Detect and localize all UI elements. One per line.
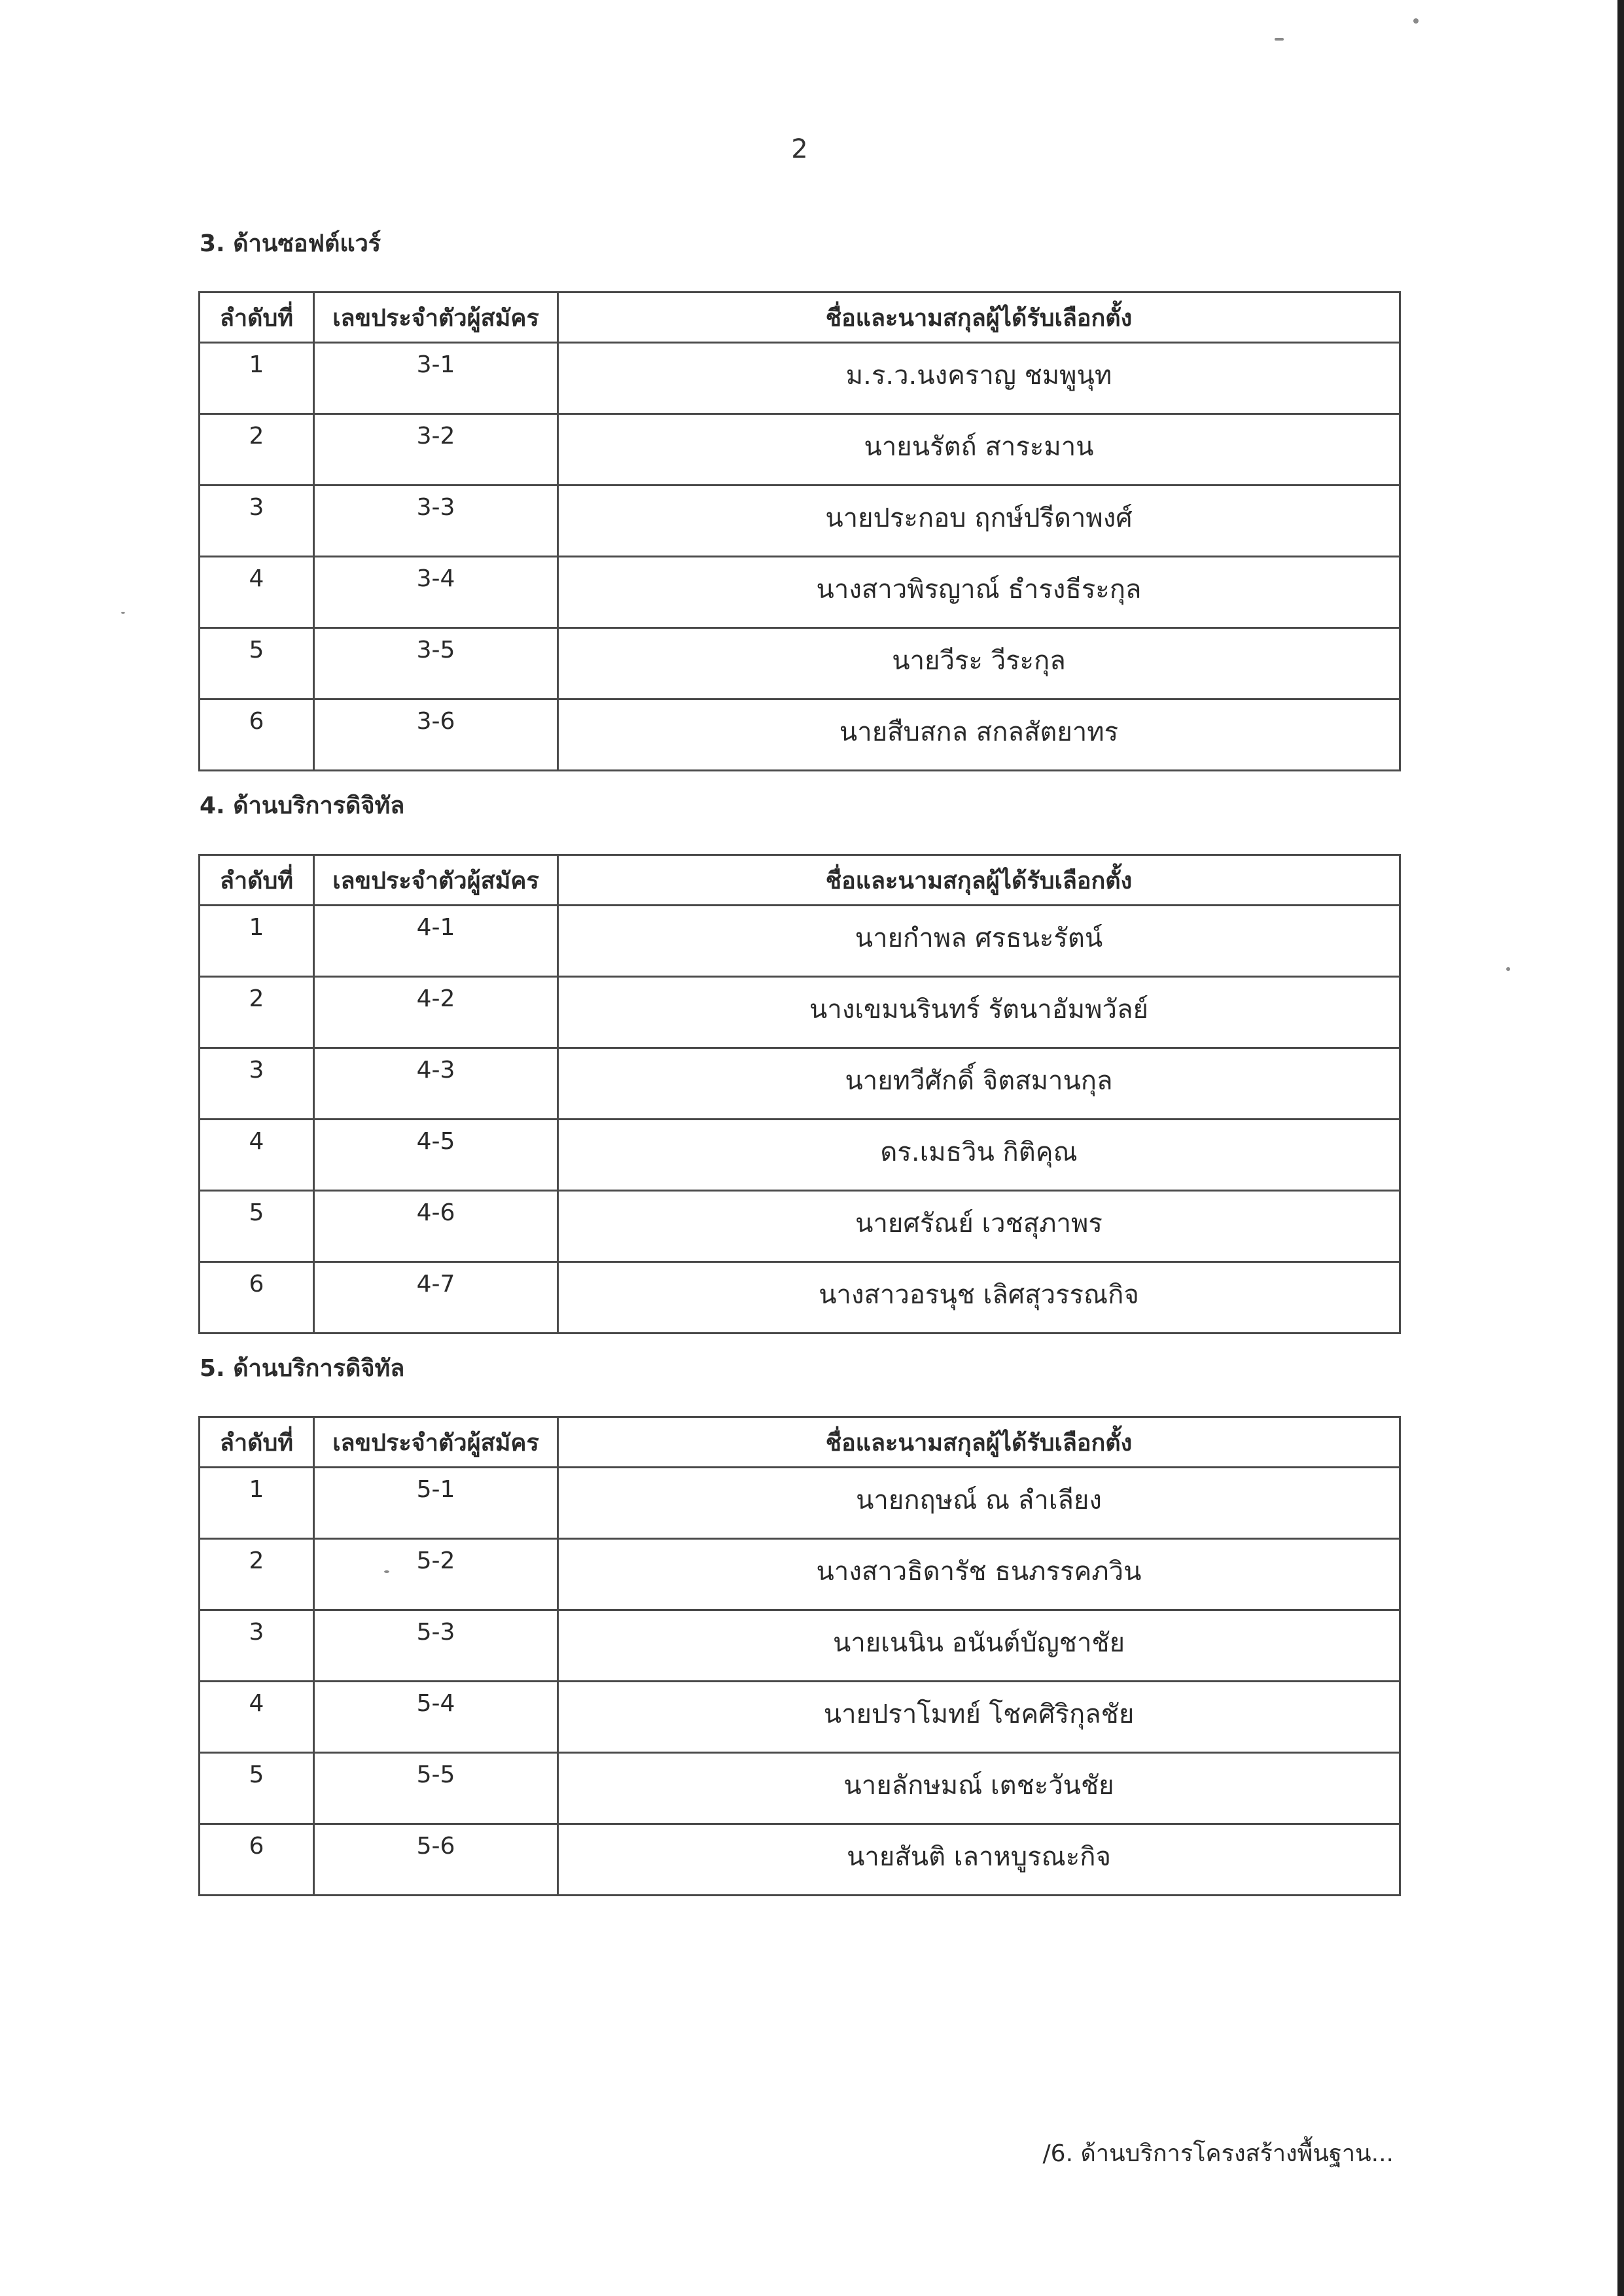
applicant-id-cell: 4-1 xyxy=(314,906,558,977)
name-cell: นางเขมนรินทร์ รัตนาอัมพวัลย์ xyxy=(558,977,1400,1048)
order-cell: 2 xyxy=(200,1539,314,1610)
header-order: ลำดับที่ xyxy=(200,292,314,343)
section-heading-software: 3. ด้านซอฟต์แวร์ xyxy=(200,230,381,257)
header-applicant-id: เลขประจำตัวผู้สมัคร xyxy=(314,1417,558,1468)
name-cell: นางสาวธิดารัช ธนภรรคภวิน xyxy=(558,1539,1400,1610)
order-cell: 4 xyxy=(200,1120,314,1191)
scan-speck xyxy=(1413,18,1419,24)
name-cell: นายกฤษณ์ ณ ลำเลียง xyxy=(558,1468,1400,1539)
table-row xyxy=(200,1610,1400,1682)
scan-speck xyxy=(1275,38,1284,41)
order-cell: 1 xyxy=(200,906,314,977)
scan-speck xyxy=(121,612,125,614)
header-name: ชื่อและนามสกุลผู้ได้รับเลือกตั้ง xyxy=(558,1417,1400,1468)
scan-page-edge xyxy=(1617,0,1624,2296)
scan-speck xyxy=(1506,967,1510,971)
table-row xyxy=(200,1191,1400,1262)
name-cell: นายทวีศักดิ์ จิตสมานกุล xyxy=(558,1048,1400,1120)
applicant-id-cell: 5-5 xyxy=(314,1753,558,1824)
applicant-id-cell: 5-3 xyxy=(314,1610,558,1682)
name-cell: นายสืบสกล สกลสัตยาทร xyxy=(558,699,1400,771)
section-heading-digital-service: 4. ด้านบริการดิจิทัล xyxy=(200,792,405,819)
table-row xyxy=(200,343,1400,414)
table-row xyxy=(200,1048,1400,1120)
applicant-id-cell: 3-2 xyxy=(314,414,558,486)
applicant-id-cell: 3-4 xyxy=(314,557,558,628)
name-cell: นายกำพล ศรธนะรัตน์ xyxy=(558,906,1400,977)
name-cell: นายประกอบ ฤกษ์ปรีดาพงศ์ xyxy=(558,486,1400,557)
order-cell: 3 xyxy=(200,1048,314,1120)
header-name: ชื่อและนามสกุลผู้ได้รับเลือกตั้ง xyxy=(558,292,1400,343)
table-header-row xyxy=(200,855,1400,906)
name-cell: นายวีระ วีระกุล xyxy=(558,628,1400,699)
elected-table-software xyxy=(198,291,1401,771)
applicant-id-cell: 3-6 xyxy=(314,699,558,771)
table-row xyxy=(200,628,1400,699)
applicant-id-cell: 3-5 xyxy=(314,628,558,699)
order-cell: 3 xyxy=(200,1610,314,1682)
name-cell: นายปราโมทย์ โชคศิริกุลชัย xyxy=(558,1682,1400,1753)
applicant-id-cell: 5-4 xyxy=(314,1682,558,1753)
applicant-id-cell: 5-2 xyxy=(314,1539,558,1610)
order-cell: 5 xyxy=(200,1191,314,1262)
order-cell: 2 xyxy=(200,977,314,1048)
table-row xyxy=(200,486,1400,557)
order-cell: 1 xyxy=(200,1468,314,1539)
table-row xyxy=(200,1468,1400,1539)
elected-table-digital-service-2 xyxy=(198,1416,1401,1896)
applicant-id-cell: 4-6 xyxy=(314,1191,558,1262)
order-cell: 5 xyxy=(200,628,314,699)
table-header-row xyxy=(200,1417,1400,1468)
table-row xyxy=(200,1753,1400,1824)
section-heading-digital-service-2: 5. ด้านบริการดิจิทัล xyxy=(200,1355,405,1382)
order-cell: 6 xyxy=(200,1824,314,1896)
order-cell: 6 xyxy=(200,1262,314,1333)
order-cell: 6 xyxy=(200,699,314,771)
table-row xyxy=(200,557,1400,628)
applicant-id-cell: 4-2 xyxy=(314,977,558,1048)
applicant-id-cell: 4-3 xyxy=(314,1048,558,1120)
table-row xyxy=(200,906,1400,977)
order-cell: 4 xyxy=(200,1682,314,1753)
name-cell: ดร.เมธวิน กิติคุณ xyxy=(558,1120,1400,1191)
table-row xyxy=(200,1262,1400,1333)
name-cell: ม.ร.ว.นงคราญ ชมพูนุท xyxy=(558,343,1400,414)
header-order: ลำดับที่ xyxy=(200,855,314,906)
header-applicant-id: เลขประจำตัวผู้สมัคร xyxy=(314,292,558,343)
table-row xyxy=(200,977,1400,1048)
header-order: ลำดับที่ xyxy=(200,1417,314,1468)
applicant-id-cell: 3-1 xyxy=(314,343,558,414)
page-number: 2 xyxy=(791,134,808,164)
name-cell: นายนรัตถ์ สาระมาน xyxy=(558,414,1400,486)
table-row xyxy=(200,1120,1400,1191)
table-row xyxy=(200,699,1400,771)
continuation-note: /6. ด้านบริการโครงสร้างพื้นฐาน... xyxy=(1042,2140,1394,2167)
elected-table-digital-service xyxy=(198,854,1401,1334)
name-cell: นางสาวอรนุช เลิศสุวรรณกิจ xyxy=(558,1262,1400,1333)
name-cell: นายศรัณย์ เวชสุภาพร xyxy=(558,1191,1400,1262)
applicant-id-cell: 4-5 xyxy=(314,1120,558,1191)
name-cell: นางสาวพิรญาณ์ ธำรงธีระกุล xyxy=(558,557,1400,628)
applicant-id-cell: 3-3 xyxy=(314,486,558,557)
header-applicant-id: เลขประจำตัวผู้สมัคร xyxy=(314,855,558,906)
name-cell: นายเนนิน อนันต์บัญชาชัย xyxy=(558,1610,1400,1682)
name-cell: นายลักษมณ์ เตชะวันชัย xyxy=(558,1753,1400,1824)
applicant-id-cell: 5-1 xyxy=(314,1468,558,1539)
order-cell: 1 xyxy=(200,343,314,414)
table-row xyxy=(200,1824,1400,1896)
order-cell: 4 xyxy=(200,557,314,628)
name-cell: นายสันติ เลาหบูรณะกิจ xyxy=(558,1824,1400,1896)
applicant-id-cell: 4-7 xyxy=(314,1262,558,1333)
table-row xyxy=(200,414,1400,486)
order-cell: 5 xyxy=(200,1753,314,1824)
order-cell: 3 xyxy=(200,486,314,557)
table-header-row xyxy=(200,292,1400,343)
table-row xyxy=(200,1682,1400,1753)
order-cell: 2 xyxy=(200,414,314,486)
table-row xyxy=(200,1539,1400,1610)
applicant-id-cell: 5-6 xyxy=(314,1824,558,1896)
header-name: ชื่อและนามสกุลผู้ได้รับเลือกตั้ง xyxy=(558,855,1400,906)
